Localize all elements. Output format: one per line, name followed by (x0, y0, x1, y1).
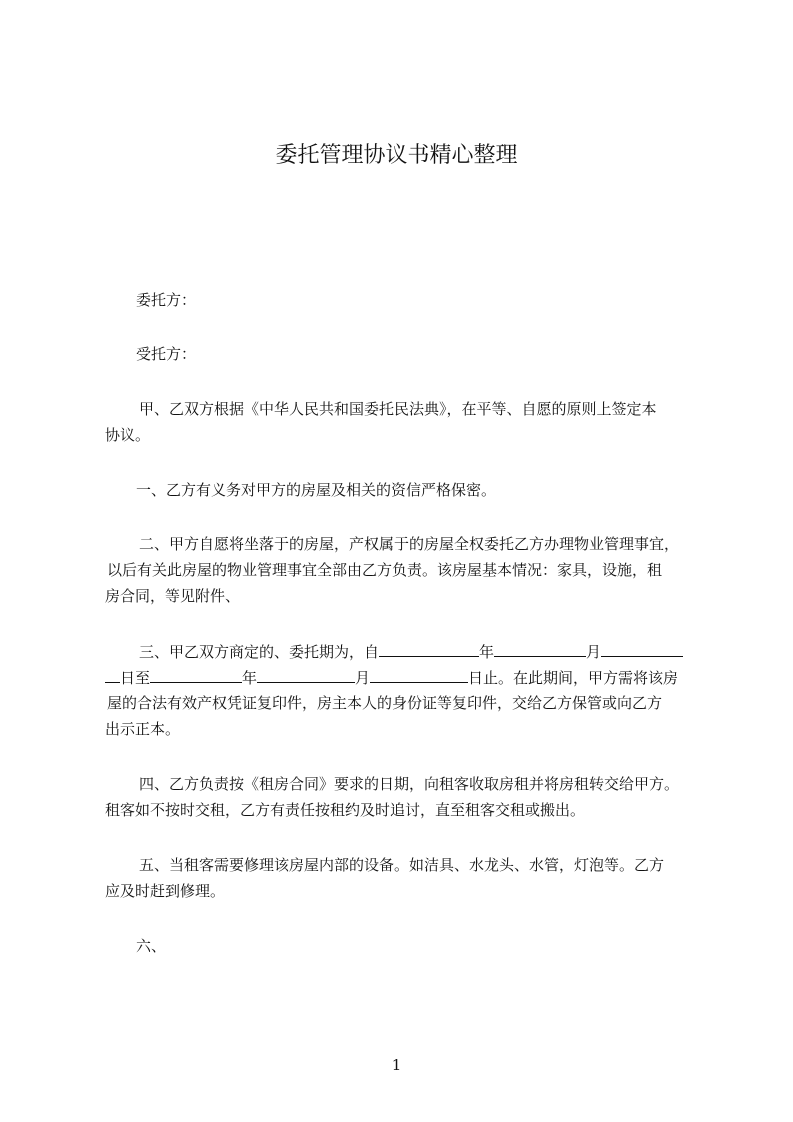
start-day-label: 日至 (120, 669, 151, 687)
start-day-blank-part-2 (105, 666, 120, 683)
start-day-blank-part-1 (601, 640, 683, 657)
end-month-label: 月 (355, 669, 371, 687)
clause-2-line-1: 二、甲方自愿将坐落于的房屋，产权属于的房屋全权委托乙方办理物业管理事宜， (139, 535, 680, 553)
clause-5-line-2: 应及时赶到修理。 (105, 882, 226, 900)
clause-3-line-3: 屋的合法有效产权凭证复印件，房主本人的身份证等复印件，交给乙方保管或向乙方 (107, 694, 663, 712)
end-year-blank (150, 666, 242, 683)
clause-5-line-1: 五、当租客需要修理该房屋内部的设备。如洁具、水龙头、水管，灯泡等。乙方 (139, 856, 665, 874)
entrustee-label: 受托方： (136, 345, 197, 363)
end-day-blank (370, 666, 468, 683)
start-month-blank (494, 640, 586, 657)
start-year-blank (379, 640, 479, 657)
intro-line-1: 甲、乙双方根据《中华人民共和国委托民法典》，在平等、自愿的原则上签定本 (139, 400, 657, 418)
clause-4-line-2: 租客如不按时交租，乙方有责任按租约及时追讨，直至租客交租或搬出。 (105, 801, 586, 819)
end-year-label: 年 (242, 669, 258, 687)
clause-2-line-2: 以后有关此房屋的物业管理事宜全部由乙方负责。该房屋基本情况：家具，设施，租 (107, 561, 663, 579)
clause-3-intro-text: 三、甲乙双方商定的、委托期为，自 (139, 643, 380, 661)
clause-2-line-3: 房合同，等见附件、 (105, 587, 241, 605)
entrustor-label: 委托方： (136, 291, 197, 309)
clause-1-line-1: 一、乙方有义务对甲方的房屋及相关的资信严格保密。 (136, 481, 497, 499)
start-month-label: 月 (586, 643, 602, 661)
page-number: 1 (391, 1056, 402, 1074)
clause-3-line-1 (139, 640, 683, 663)
start-year-label: 年 (479, 643, 495, 661)
intro-line-2: 协议。 (105, 426, 151, 444)
clause-3-line-4: 出示正本。 (105, 720, 181, 738)
clause-6-line-1: 六、 (136, 937, 167, 955)
end-month-blank (257, 666, 355, 683)
end-day-text: 日止。在此期间，甲方需将该房 (468, 669, 679, 687)
clause-4-line-1: 四、乙方负责按《租房合同》要求的日期，向租客收取房租并将房租转交给甲方。 (139, 775, 680, 793)
document-title: 委托管理协议书精心整理 (275, 143, 518, 168)
clause-3-line-2 (105, 666, 678, 689)
